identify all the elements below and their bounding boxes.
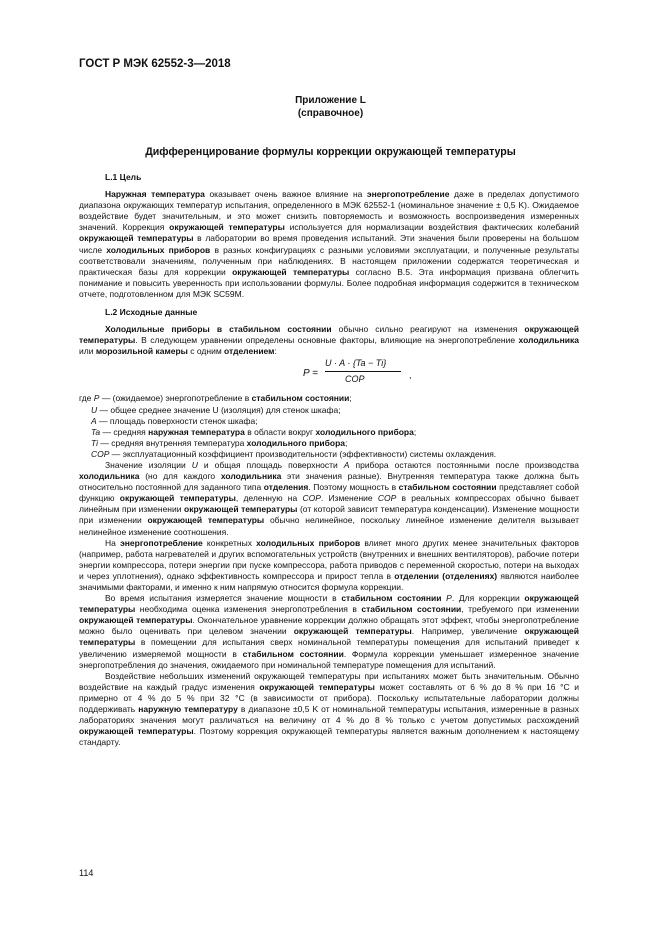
definition-item: Ti — средняя внутренняя температура холодильного прибора; bbox=[91, 437, 348, 448]
formula-trail: , bbox=[409, 370, 412, 381]
paragraph-test-measurement: Во время испытания измеряется значение мощности в стабильном состоянии P. Для коррекции окружающей температуры необходима оценка изменения энергопотребления в стабильном состоянии, требуемого при изменении окружающей температуры. Окончательное уравнение коррекции должно обращать этот эффект, чтобы энергопотребление можно было оценивать при целевом значении окружающей температуры. Например, увеличение окружающей температуры в помещении для испытания сверх номинальной температуры помещения для испытаний приведет к увеличению измеряемой мощности в стабильном состоянии. Формула коррекции уменьшает измеренное значение энергопотребления до значения, ожидаемого при номинальной температуре помещения для испытаний. bbox=[79, 593, 580, 670]
document-id: ГОСТ Р МЭК 62552-3—2018 bbox=[79, 58, 231, 70]
formula-numerator: U · A · {Ta − Ti} bbox=[325, 358, 387, 369]
annex-label: Приложение L bbox=[295, 95, 366, 106]
variable-definitions bbox=[79, 393, 579, 460]
paragraph-impact: Воздействие небольших изменений окружающей температуры при испытаниях может быть значительным. Обычно воздействие на каждый градус изменения окружающей температуры может составлять от 6 % до 8 % при 16 °C и примерно от 4 % до 5 % при 32 °C (в зависимости от прибора). Поскольку испытательные лаборатории должны поддерживать наружную температуру в диапазоне ±0,5 K от номинальной температуры испытания, измеренные в разных лабораториях значения могут различаться на величину от 4 % до 8 % только с учетом допустимых расхождений окружающей температуры. Поэтому коррекция окружающей температуры является важным дополнением к настоящему стандарту. bbox=[79, 670, 579, 748]
annex-type: (справочное) bbox=[297, 108, 364, 119]
document-body bbox=[79, 172, 579, 748]
definition-item: COP — эксплуатационный коэффициент производительности (эффективности) системы охлаждения. bbox=[91, 448, 497, 459]
formula-denominator: COP bbox=[345, 374, 365, 385]
definition-item: Ta — средняя наружная температура в области вокруг холодильного прибора; bbox=[91, 426, 417, 437]
definition-item: A — площадь поверхности стенок шкафа; bbox=[91, 415, 258, 426]
power-formula bbox=[79, 358, 579, 392]
paragraph-input-data: Холодильные приборы в стабильном состоянии обычно сильно реагируют на изменения окружающей температуры. В следующем уравнении определены основные факторы, влияющие на энергопотребление холодильника или морозильной камеры с одним отделением: bbox=[79, 324, 579, 357]
fraction-bar bbox=[325, 371, 401, 372]
formula-lhs: P = bbox=[303, 368, 318, 380]
annex-heading bbox=[0, 94, 661, 120]
page-number: 114 bbox=[79, 868, 94, 878]
section-heading-input-data: L.2 Исходные данные bbox=[105, 307, 198, 318]
paragraph-purpose: Наружная температура оказывает очень важное влияние на энергопотребление даже в пределах допустимого диапазона окружающих температур испытания, определенного в МЭК 62552-1 (номинальное значение ± 0,5 K). Ожидаемое воздействие будет значительным, и это может снизить повторяемость и возможность воспроизведения измеренных значений. Коррекция окружающей температуры используется для нормализации воздействия фактических колебаний окружающей температуры в лаборатории во время проведения испытаний. Эти значения были проверены на большом числе холодильных приборов в разных конфигурациях с разными условиями эксплуатации, и полученные результаты соответствовали значениям, полученным при наблюдениях. В настоящем приложении содержатся теоретическая и практическая базы для коррекции окружающей температуры согласно B.5. Эта информация призвана облегчить понимание и повысить уверенность при использовании формулы. Более подробная информация содержится в техническом отчете, подготовленном для МЭК SC59M. bbox=[79, 189, 580, 299]
definition-item: где P — (ожидаемое) энергопотребление в стабильном состоянии; bbox=[79, 393, 352, 404]
section-heading-purpose: L.1 Цель bbox=[105, 172, 142, 182]
paragraph-insulation: Значение изоляции U и общая площадь поверхности A прибора остаются постоянными после производства холодильника (но для каждого холодильника эти значения разные). Внутренняя температура также должна быть относительно постоянной для заданного типа отделения. Поэтому мощность в стабильном состоянии представляет собой функцию окружающей температуры, деленную на COP. Изменение COP в реальных компрессорах обычно бывает линейным при изменении окружающей температуры (от которой зависит температура конденсации). Изменение мощности при изменении окружающей температуры обычно нелинейное, поскольку линейное изменение делителя вызывает нелинейное изменение соотношения. bbox=[79, 459, 580, 537]
paragraph-other-factors: На энергопотребление конкретных холодильных приборов влияет много других менее значительных факторов (например, работа нагревателей и других вспомогательных устройств (внутренних и внешних вентиляторов), рабочие потери энергии компрессора, потери энергии при пуске компрессора, работа приводов с переменной скоростью, потери на выходах и через уплотнения), однако эффективность компрессора и прирост тепла в отделении (отделениях) являются наиболее значимыми факторами, и именно к ним напрямую относится формула коррекции. bbox=[79, 537, 579, 592]
definition-item: U — общее среднее значение U (изоляция) для стенок шкафа; bbox=[91, 404, 341, 415]
annex-title: Дифференцирование формулы коррекции окружающей температуры bbox=[145, 146, 516, 158]
